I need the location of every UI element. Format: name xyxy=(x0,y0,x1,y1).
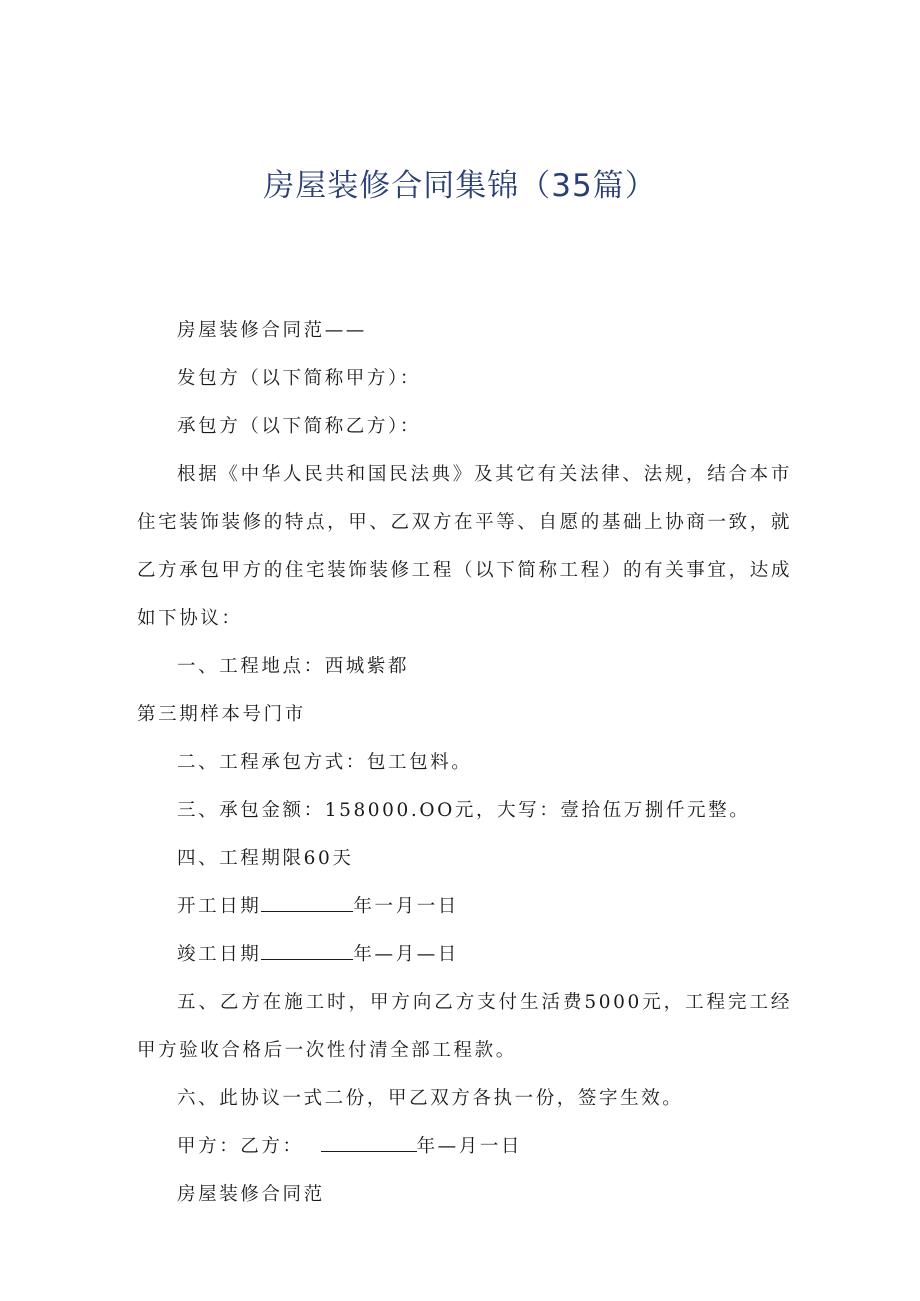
signature-date-suffix: 年—月一日 xyxy=(416,1136,523,1157)
contract-heading: 房屋装修合同范—— xyxy=(177,320,367,341)
completion-date-blank xyxy=(261,939,353,960)
start-date-suffix: 年一月一日 xyxy=(353,896,459,917)
party-b-line: 承包方（以下简称乙方）： xyxy=(177,416,421,437)
completion-date-label: 竣工日期 xyxy=(177,944,262,965)
document-body xyxy=(137,307,792,1219)
clause-payment: 五、乙方在施工时，甲方向乙方支付生活费5000元，工程完工经甲方验收合格后一次性付清全部工程款。 xyxy=(137,992,792,1061)
document-title: 房屋装修合同集锦（35篇） xyxy=(263,168,657,204)
preamble-paragraph: 根据《中华人民共和国民法典》及其它有关法律、法规，结合本市住宅装饰装修的特点，甲、乙双方在平等、自愿的基础上协商一致，就乙方承包甲方的住宅装饰装修工程（以下简称工程）的有关事宜，达成如下协议： xyxy=(137,464,792,629)
clause-location-detail: 第三期样本号门市 xyxy=(137,704,306,725)
clause-copies: 六、此协议一式二份，甲乙双方各执一份，签字生效。 xyxy=(177,1088,684,1109)
next-contract-heading: 房屋装修合同范 xyxy=(177,1184,325,1205)
party-a-line: 发包方（以下简称甲方）： xyxy=(177,368,421,389)
signature-blank xyxy=(321,1131,417,1152)
start-date-line xyxy=(137,883,792,931)
clause-duration: 四、工程期限60天 xyxy=(177,848,354,869)
clause-location: 一、工程地点：西城紫都 xyxy=(177,656,410,677)
completion-date-suffix: 年—月—日 xyxy=(353,944,459,965)
clause-contract-method: 二、工程承包方式：包工包料。 xyxy=(177,752,473,773)
completion-date-line xyxy=(137,931,792,979)
signature-label: 甲方：乙方： xyxy=(177,1136,304,1157)
clause-amount: 三、承包金额：158000.OO元，大写：壹拾伍万捌仟元整。 xyxy=(177,800,751,821)
start-date-blank xyxy=(261,891,353,912)
start-date-label: 开工日期 xyxy=(177,896,262,917)
signature-line xyxy=(137,1123,792,1171)
